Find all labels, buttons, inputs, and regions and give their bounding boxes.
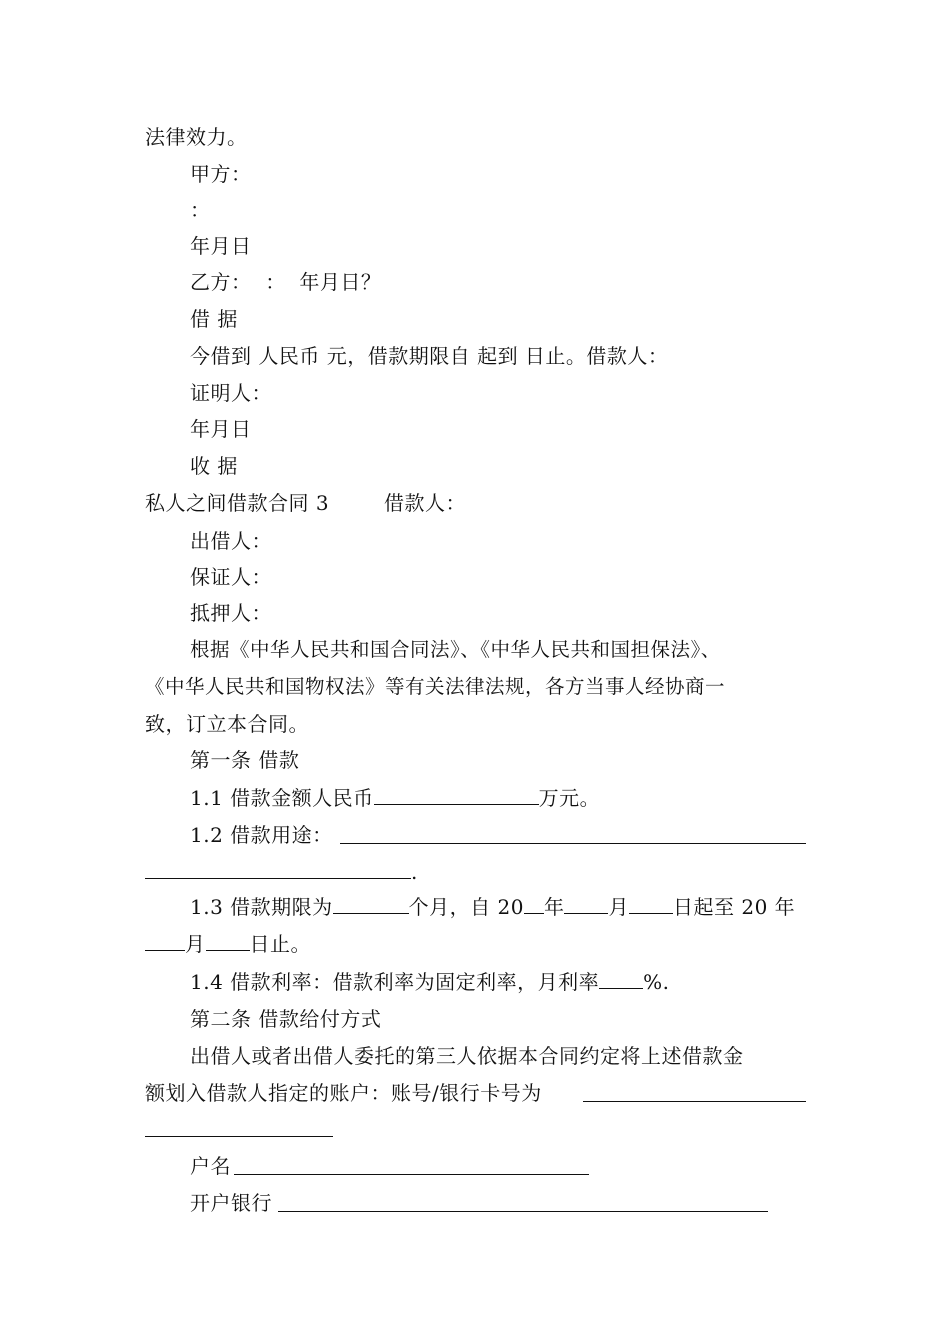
clause-text: 月 <box>608 895 629 919</box>
clause-text: 日止。 <box>249 932 311 956</box>
paragraph-line: 额划入借款人指定的账户：账号/银行卡号为 <box>145 1081 542 1105</box>
clause-1-3 <box>190 893 795 921</box>
mortgagor-label: 抵押人： <box>190 601 272 625</box>
clause-1-1 <box>190 784 600 812</box>
account-name-blank <box>234 1174 589 1175</box>
witness-label: 证明人： <box>190 381 272 405</box>
text-line: ： <box>190 198 211 222</box>
party-b-label: 乙方： ： 年月日？ <box>190 270 382 294</box>
bank-label: 开户银行 <box>190 1191 272 1215</box>
month-blank <box>145 930 185 951</box>
month-blank <box>564 893 608 914</box>
account-name-label: 户名 <box>190 1154 231 1178</box>
purpose-blank-continued <box>145 878 411 879</box>
date-line: 年月日 <box>190 234 252 258</box>
text-line: . <box>411 860 418 884</box>
clause-text: 年 <box>543 895 565 919</box>
clause-text: 月 <box>185 932 206 956</box>
clause-1-3-continued <box>145 930 311 958</box>
borrower-label: 借款人： <box>384 491 466 515</box>
account-blank-continued <box>145 1136 333 1137</box>
clause-1-2: 1.2 借款用途： <box>190 823 333 847</box>
clause-text: 1.3 借款期限为 <box>190 895 333 919</box>
article-heading: 第二条 借款给付方式 <box>190 1007 382 1031</box>
paragraph-line: 出借人或者出借人委托的第三人依据本合同约定将上述借款金 <box>190 1044 744 1068</box>
text-line: 今借到 人民币 元，借款期限自 起到 日止。借款人： <box>190 344 669 368</box>
day-blank <box>629 893 673 914</box>
lender-label: 出借人： <box>190 529 272 553</box>
clause-text: 1.1 借款金额人民币 <box>190 786 374 810</box>
amount-blank <box>374 784 539 805</box>
section-heading: 借 据 <box>190 307 238 331</box>
party-a-label: 甲方： <box>190 162 252 186</box>
guarantor-label: 保证人： <box>190 565 272 589</box>
clause-text: 日起至 20 年 <box>672 895 796 919</box>
clause-text: 1.4 借款利率：借款利率为固定利率，月利率 <box>190 970 600 994</box>
text-line: 法律效力。 <box>145 125 248 149</box>
date-line: 年月日 <box>190 417 252 441</box>
contract-title: 私人之间借款合同 3 <box>145 491 330 515</box>
section-heading: 收 据 <box>190 454 238 478</box>
purpose-blank <box>340 843 806 844</box>
year-blank <box>524 893 544 914</box>
day-blank <box>206 930 250 951</box>
paragraph-line: 《中华人民共和国物权法》等有关法律法规，各方当事人经协商一 <box>145 675 726 698</box>
account-blank <box>583 1101 806 1102</box>
months-blank <box>333 893 409 914</box>
clause-text: 个月，自 20 <box>408 895 524 919</box>
article-heading: 第一条 借款 <box>190 748 300 772</box>
bank-blank <box>278 1211 768 1212</box>
clause-1-4 <box>190 968 670 996</box>
clause-text: %. <box>643 970 670 994</box>
rate-blank <box>599 968 643 989</box>
paragraph-line: 根据《中华人民共和国合同法》、《中华人民共和国担保法》、 <box>190 638 721 661</box>
clause-text: 万元。 <box>538 786 601 810</box>
paragraph-line: 致，订立本合同。 <box>145 712 309 736</box>
